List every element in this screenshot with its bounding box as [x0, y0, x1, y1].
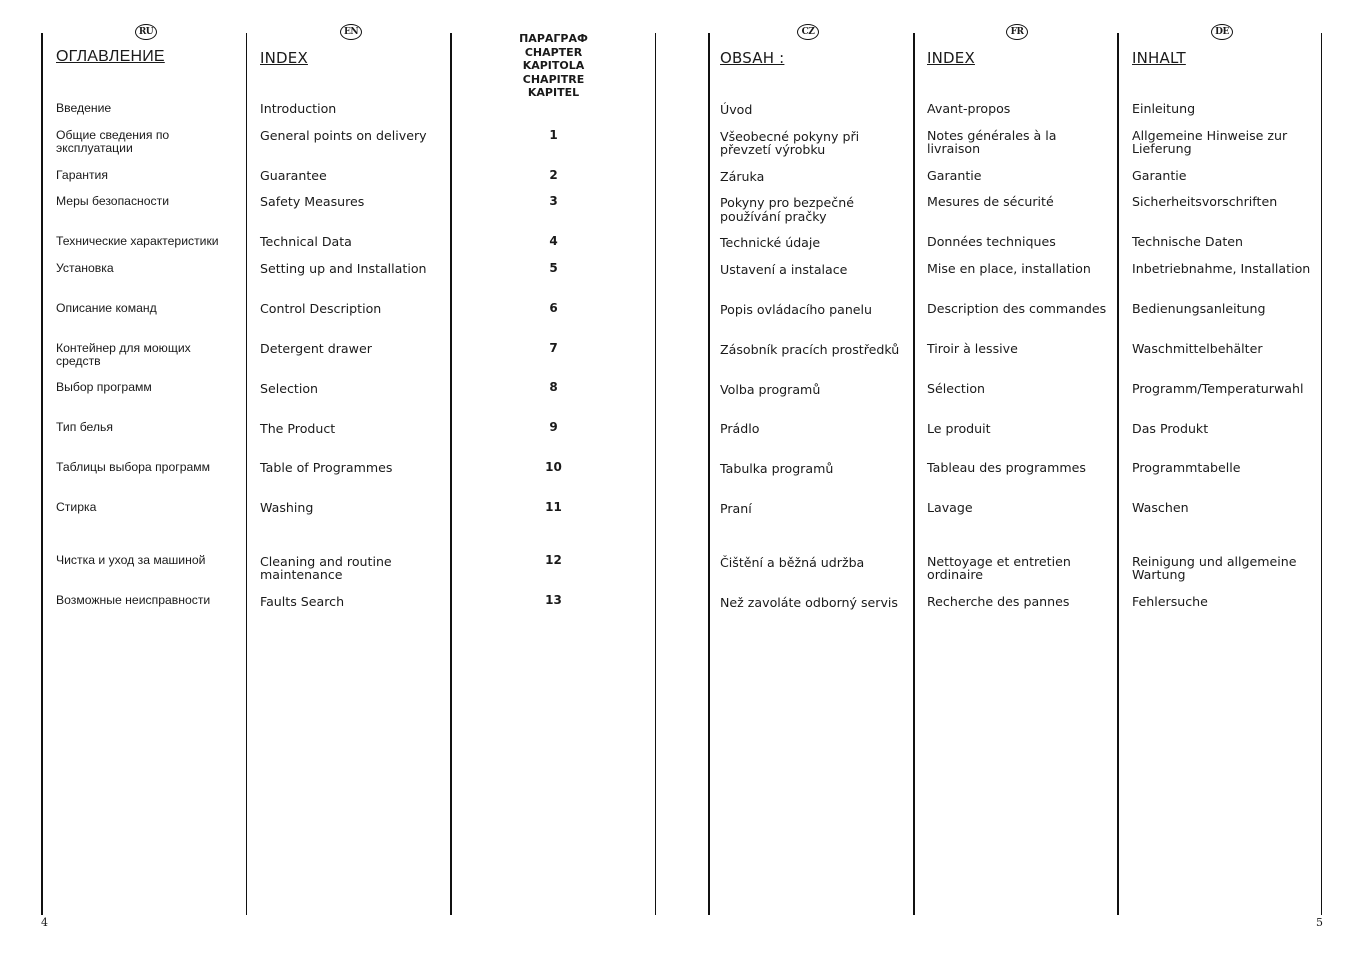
fr-entry-technical-data: Données techniques [927, 234, 1056, 249]
ru-entry-product: Тип белья [56, 420, 113, 434]
fr-entry-cleaning: Nettoyage et entretien [927, 554, 1071, 569]
en-entry-product: The Product [260, 421, 336, 436]
fr-index-heading: INDEX [927, 49, 975, 67]
de-entry-general-points-cont: Lieferung [1132, 141, 1192, 156]
de-entry-product: Das Produkt [1132, 421, 1209, 436]
ru-entry-cleaning: Чистка и уход за машиной [56, 553, 206, 567]
de-entry-faults: Fehlersuche [1132, 594, 1208, 609]
chapter-number: 13 [545, 593, 562, 607]
en-entry-selection: Selection [260, 381, 319, 396]
de-entry-safety: Sicherheitsvorschriften [1132, 194, 1278, 209]
de-entry-selection: Programm/Temperaturwahl [1132, 381, 1304, 396]
en-entry-programme-table: Table of Programmes [260, 460, 393, 475]
en-entry-faults: Faults Search [260, 594, 345, 609]
cz-entry-technical-data: Technické údaje [720, 235, 821, 250]
en-entry-installation: Setting up and Installation [260, 261, 427, 276]
language-badge-cz: CZ [797, 24, 819, 40]
fr-entry-detergent-drawer: Tiroir à lessive [927, 341, 1018, 356]
cz-entry-safety-cont: používání pračky [720, 209, 827, 224]
en-entry-general-points: General points on delivery [260, 128, 427, 143]
ru-entry-detergent-drawer: Контейнер для моющих [56, 341, 191, 355]
chapter-number: 10 [545, 460, 562, 474]
de-entry-introduction: Einleitung [1132, 101, 1196, 116]
de-entry-cleaning-cont: Wartung [1132, 567, 1186, 582]
en-entry-controls: Control Description [260, 301, 382, 316]
cz-index-column [720, 0, 910, 954]
cz-entry-programme-table: Tabulka programů [720, 461, 834, 476]
divider-cz-fr [913, 33, 915, 915]
fr-entry-general-points: Notes générales à la [927, 128, 1057, 143]
ru-entry-general-points-cont: эксплуатации [56, 141, 133, 155]
de-index-column [1132, 0, 1318, 954]
fr-entry-installation: Mise en place, installation [927, 261, 1091, 276]
chapter-number-column [451, 0, 656, 954]
de-entry-cleaning: Reinigung und allgemeine [1132, 554, 1297, 569]
chapter-heading-en: CHAPTER [524, 45, 583, 59]
ru-entry-programme-table: Таблицы выбора программ [56, 460, 211, 474]
en-entry-cleaning: Cleaning and routine [260, 554, 392, 569]
fr-entry-introduction: Avant-propos [927, 101, 1011, 116]
language-badge-fr: FR [1006, 24, 1028, 40]
fr-entry-safety: Mesures de sécurité [927, 194, 1054, 209]
ru-entry-installation: Установка [56, 261, 114, 275]
chapter-number: 1 [549, 128, 558, 142]
de-entry-technical-data: Technische Daten [1132, 234, 1243, 249]
cz-entry-selection: Volba programů [720, 382, 821, 397]
language-badge-de: DE [1211, 24, 1233, 40]
chapter-heading-fr: CHAPITRE [522, 72, 585, 86]
de-index-heading: INHALT [1132, 49, 1186, 67]
cz-entry-product: Prádlo [720, 421, 760, 436]
chapter-heading [451, 32, 656, 100]
ru-entry-technical-data: Технические характеристики [56, 234, 219, 248]
chapter-number: 3 [549, 194, 558, 208]
ru-entry-general-points: Общие сведения по [56, 128, 170, 142]
cz-index-heading: OBSAH : [720, 49, 785, 67]
cz-entry-cleaning: Čištění a běžná udržba [720, 555, 865, 570]
de-entry-detergent-drawer: Waschmittelbehälter [1132, 341, 1263, 356]
de-entry-controls: Bedienungsanleitung [1132, 301, 1266, 316]
divider-ru-en [246, 33, 247, 915]
page-number-left: 4 [41, 916, 48, 929]
chapter-heading-de: KAPITEL [527, 86, 580, 99]
ru-index-column [56, 0, 242, 954]
fr-entry-general-points-cont: livraison [927, 141, 981, 156]
chapter-number: 2 [549, 168, 558, 182]
chapter-heading-cz: KAPITOLA [522, 59, 585, 72]
en-entry-guarantee: Guarantee [260, 168, 327, 183]
fr-entry-washing: Lavage [927, 500, 973, 515]
fr-entry-faults: Recherche des pannes [927, 594, 1070, 609]
chapter-number: 11 [545, 500, 562, 514]
ru-entry-controls: Описание команд [56, 301, 157, 315]
chapter-number: 7 [549, 341, 558, 355]
de-entry-guarantee: Garantie [1132, 168, 1187, 183]
page-number-right: 5 [1316, 916, 1323, 929]
cz-entry-installation: Ustavení a instalace [720, 262, 848, 277]
ru-index-heading: ОГЛАВЛЕНИЕ [56, 48, 165, 65]
cz-entry-faults: Než zavoláte odborný servis [720, 595, 898, 610]
cz-entry-general-points-cont: převzetí výrobku [720, 142, 826, 157]
chapter-number: 9 [549, 420, 558, 434]
cz-entry-general-points: Všeobecné pokyny při [720, 129, 860, 144]
cz-entry-controls: Popis ovládacího panelu [720, 302, 873, 317]
en-entry-detergent-drawer: Detergent drawer [260, 341, 372, 356]
ru-entry-introduction: Введение [56, 101, 112, 115]
fr-entry-product: Le produit [927, 421, 991, 436]
en-entry-technical-data: Technical Data [260, 234, 352, 249]
en-entry-introduction: Introduction [260, 101, 337, 116]
en-index-column [260, 0, 446, 954]
chapter-number: 12 [545, 553, 562, 567]
en-entry-cleaning-cont: maintenance [260, 567, 343, 582]
ru-entry-detergent-drawer-cont: средств [56, 354, 101, 368]
de-entry-programme-table: Programmtabelle [1132, 460, 1241, 475]
fr-entry-programme-table: Tableau des programmes [927, 460, 1086, 475]
en-index-heading: INDEX [260, 49, 308, 67]
de-entry-washing: Waschen [1132, 500, 1189, 515]
cz-entry-detergent-drawer: Zásobník pracích prostředků [720, 342, 900, 357]
ru-entry-washing: Стирка [56, 500, 97, 514]
fr-entry-guarantee: Garantie [927, 168, 982, 183]
cz-entry-safety: Pokyny pro bezpečné [720, 195, 854, 210]
en-entry-safety: Safety Measures [260, 194, 365, 209]
divider-left-edge [41, 33, 43, 915]
en-entry-washing: Washing [260, 500, 314, 515]
divider-right-edge [1321, 33, 1322, 915]
de-entry-general-points: Allgemeine Hinweise zur [1132, 128, 1288, 143]
ru-entry-selection: Выбор программ [56, 380, 152, 394]
cz-entry-washing: Praní [720, 501, 752, 516]
chapter-number: 5 [549, 261, 558, 275]
fr-entry-cleaning-cont: ordinaire [927, 567, 984, 582]
language-badge-en: EN [340, 24, 362, 40]
divider-right-page-start [708, 33, 710, 915]
cz-entry-guarantee: Záruka [720, 169, 765, 184]
chapter-heading-ru: ПАРАГРАФ [519, 32, 588, 45]
fr-index-column [927, 0, 1115, 954]
chapter-number: 8 [549, 380, 558, 394]
cz-entry-introduction: Úvod [720, 102, 753, 117]
fr-entry-selection: Sélection [927, 381, 986, 396]
ru-entry-faults: Возможные неисправности [56, 593, 211, 607]
fr-entry-controls: Description des commandes [927, 301, 1107, 316]
divider-fr-de [1117, 33, 1119, 915]
language-badge-ru: RU [135, 24, 157, 40]
ru-entry-guarantee: Гарантия [56, 168, 108, 182]
ru-entry-safety: Меры безопасности [56, 194, 170, 208]
chapter-number: 4 [549, 234, 558, 248]
chapter-number: 6 [549, 301, 558, 315]
de-entry-installation: Inbetriebnahme, Installation [1132, 261, 1311, 276]
